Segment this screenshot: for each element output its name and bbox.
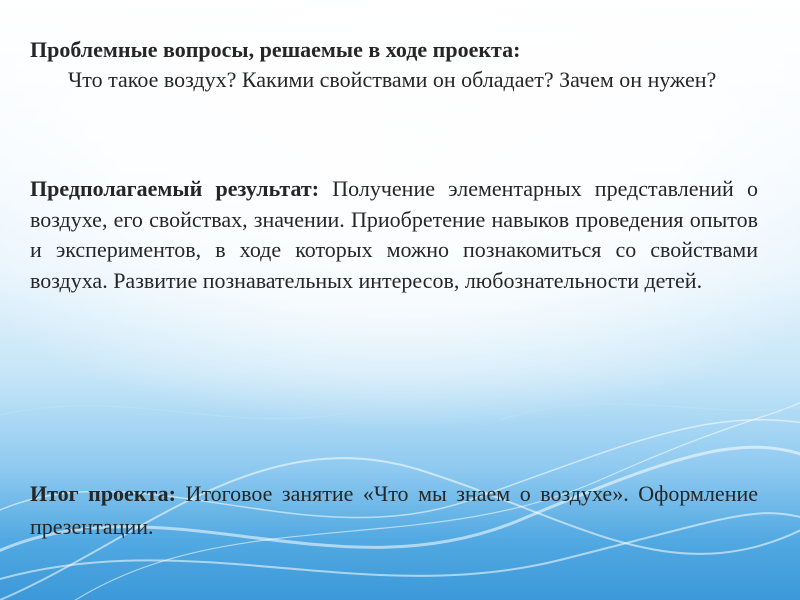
outcome-text: Итоговое занятие «Что мы знаем о воздухе». Оформление презентации. — [30, 481, 759, 539]
problems-section — [30, 35, 758, 95]
outcome-heading: Итог проекта: — [30, 481, 176, 506]
problems-text: Что такое воздух? Какими свойствами он обладает? Зачем он нужен? — [68, 67, 717, 92]
result-section — [30, 174, 758, 296]
problems-heading: Проблемные вопросы, решаемые в ходе проекта: — [30, 37, 521, 62]
result-text: Получение элементарных представлений о воздухе, его свойствах, значении. Приобретение навыков проведения опытов и экспериментов, в ходе которых можно познакомиться со свойствами воздуха. Развитие познавательных интересов, любознательности детей. — [30, 176, 759, 293]
wave-line — [0, 406, 360, 420]
wave-line — [500, 400, 800, 420]
result-heading: Предполагаемый результат: — [30, 176, 320, 201]
outcome-section — [30, 477, 758, 543]
